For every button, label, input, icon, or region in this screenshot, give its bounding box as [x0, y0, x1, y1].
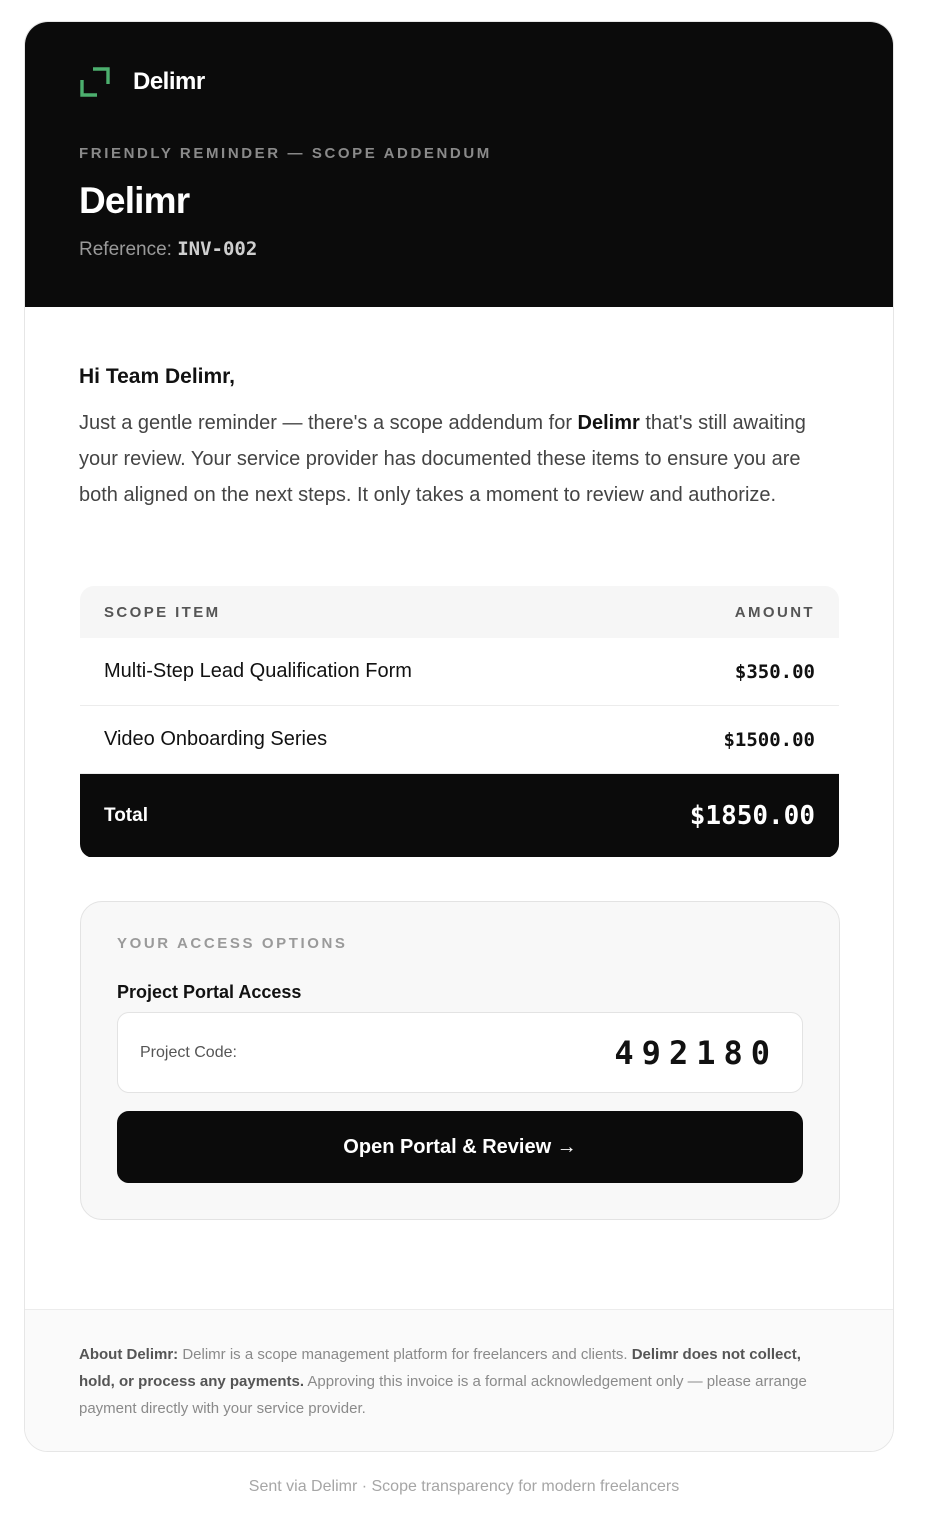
footer-about-label: About Delimr:: [79, 1346, 179, 1363]
reference-label: Reference:: [79, 239, 172, 260]
total-row: [80, 774, 839, 857]
access-eyebrow: YOUR ACCESS OPTIONS: [117, 935, 348, 952]
scope-items-table: [80, 586, 839, 858]
reference-value: INV-002: [177, 238, 258, 260]
brand-name: Delimr: [133, 68, 205, 95]
footer-disclaimer-text: Approving this invoice is a formal acknowledgement only — please arrange payment directly with your service provider.: [79, 1373, 807, 1417]
item-name: Video Onboarding Series: [104, 728, 328, 750]
column-header-item: SCOPE ITEM: [104, 603, 221, 621]
item-amount: $350.00: [734, 660, 815, 683]
email-footer: [25, 1309, 893, 1452]
reference: [79, 238, 257, 261]
project-code-label: Project Code:: [140, 1043, 237, 1061]
open-portal-button[interactable]: Open Portal & Review →: [117, 1111, 803, 1183]
intro-paragraph: [79, 406, 839, 513]
email-card: [24, 21, 894, 1452]
header-eyebrow: FRIENDLY REMINDER — SCOPE ADDENDUM: [79, 145, 492, 162]
intro-text-end: that's still awaiting your review. Your service provider has documented these items to ensure you are both aligned on the next steps. It only takes a moment to review and authorize.: [79, 412, 806, 506]
brand: [79, 66, 205, 98]
corner-brackets-icon: [79, 66, 111, 98]
footer-about-text: Delimr is a scope management platform for freelancers and clients.: [178, 1346, 632, 1363]
sign-off: Sent via Delimr · Scope transparency for modern freelancers: [248, 1478, 680, 1495]
intro-project-name: Delimr: [577, 412, 640, 434]
access-label: Project Portal Access: [117, 982, 302, 1002]
table-row: [80, 706, 839, 774]
table-header: [80, 586, 839, 638]
project-code-box: [117, 1012, 803, 1093]
item-name: Multi-Step Lead Qualification Form: [104, 660, 412, 682]
page-title: Delimr: [79, 180, 190, 221]
footer-disclaimer-bold: Delimr does not collect, hold, or process any payments.: [79, 1346, 801, 1390]
email-header: [25, 22, 893, 307]
access-options-panel: [80, 901, 840, 1220]
column-header-amount: AMOUNT: [734, 603, 815, 621]
intro-text-start: Just a gentle reminder — there's a scope addendum for: [79, 412, 578, 434]
table-row: [80, 638, 839, 706]
item-amount: $1500.00: [723, 728, 815, 751]
total-amount: $1850.00: [689, 800, 815, 831]
total-label: Total: [104, 804, 148, 826]
greeting: Hi Team Delimr,: [79, 365, 236, 388]
project-code-value[interactable]: 492180: [614, 1033, 778, 1072]
footer-disclaimer: [79, 1341, 819, 1422]
